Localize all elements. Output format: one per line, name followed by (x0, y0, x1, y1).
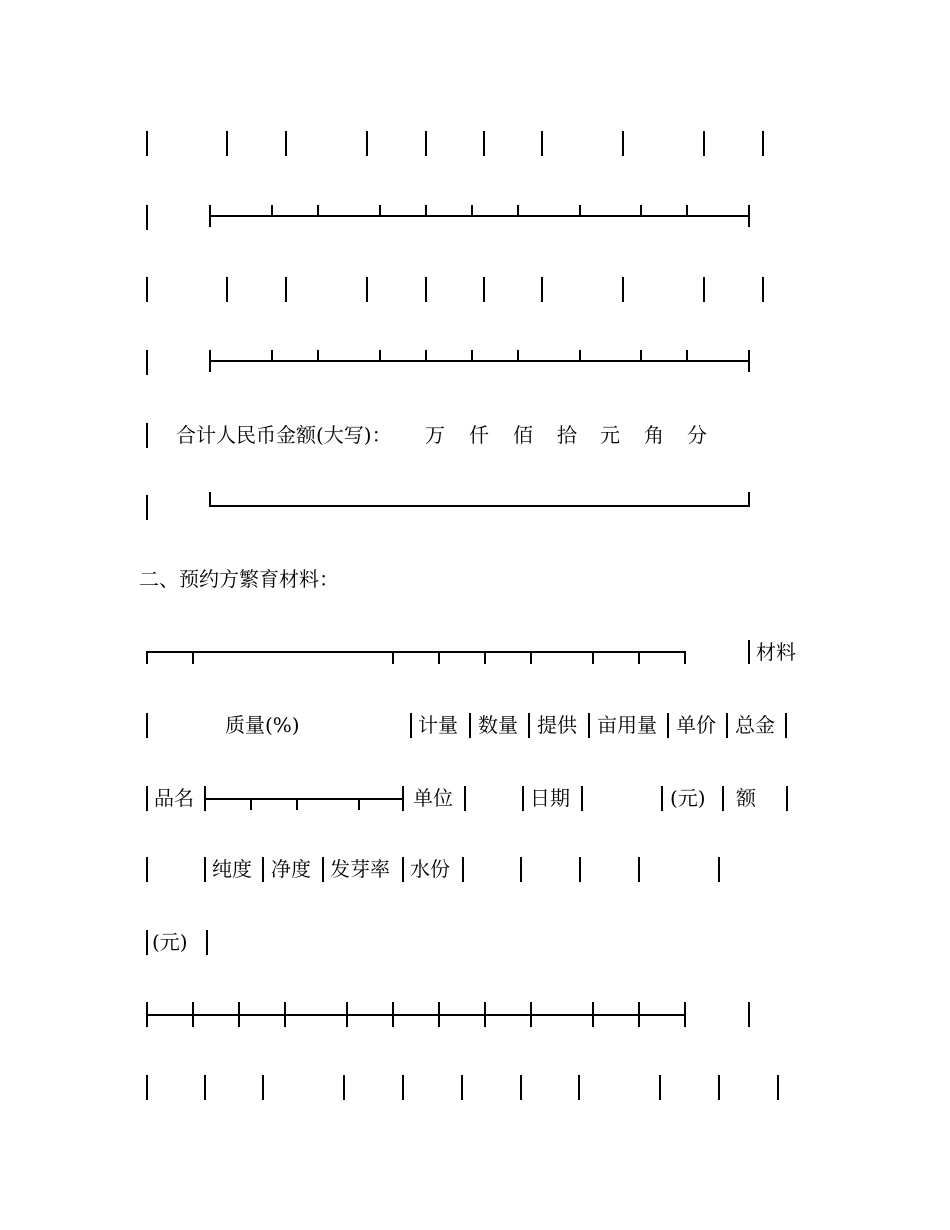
table-horizontal-rule (209, 360, 749, 362)
table-vertical-rule (517, 350, 519, 361)
table-vertical-rule (661, 786, 663, 811)
table-vertical-rule (541, 131, 543, 156)
table-vertical-rule (579, 857, 581, 882)
table-vertical-rule (285, 131, 287, 156)
table-vertical-rule (777, 1075, 779, 1100)
table-horizontal-rule (146, 1014, 685, 1016)
table-vertical-rule (483, 131, 485, 156)
supply-date-header-line-2: 日期 (530, 786, 570, 810)
table-vertical-rule (206, 930, 208, 955)
total-yuan-label: (元) (152, 930, 188, 954)
table-vertical-rule (146, 786, 148, 811)
table-vertical-rule (640, 350, 642, 361)
table-vertical-rule (238, 1002, 240, 1027)
unit-bai: 佰 (513, 423, 533, 447)
table-vertical-rule (462, 857, 464, 882)
table-vertical-rule (146, 1075, 148, 1100)
per-mu-header: 亩用量 (597, 713, 657, 737)
table-vertical-rule (684, 1002, 686, 1027)
table-vertical-rule (317, 350, 319, 361)
purity-header: 纯度 (212, 857, 252, 881)
table-horizontal-rule (146, 651, 685, 653)
table-vertical-rule (250, 798, 252, 810)
table-vertical-rule (622, 277, 624, 302)
table-vertical-rule (402, 857, 404, 882)
table-vertical-rule (748, 205, 750, 227)
table-vertical-rule (204, 857, 206, 882)
total-amount-label: 合计人民币金额(大写)： (176, 423, 392, 447)
table-vertical-rule (748, 350, 750, 372)
table-vertical-rule (522, 786, 524, 811)
table-vertical-rule (262, 857, 264, 882)
table-vertical-rule (592, 651, 594, 664)
table-vertical-rule (686, 205, 688, 216)
table-vertical-rule (379, 205, 381, 216)
table-vertical-rule (146, 131, 148, 156)
total-header: 总金 (735, 713, 775, 737)
table-vertical-rule (146, 423, 148, 448)
total-header-line-2: 额 (736, 786, 756, 810)
table-vertical-rule (592, 1002, 594, 1027)
table-vertical-rule (392, 651, 394, 664)
table-vertical-rule (146, 857, 148, 882)
table-vertical-rule (530, 651, 532, 664)
table-vertical-rule (271, 350, 273, 361)
unit-jiao: 角 (644, 423, 664, 447)
unit-yuan: 元 (600, 423, 620, 447)
table-vertical-rule (284, 1002, 286, 1027)
table-vertical-rule (684, 651, 686, 664)
unit-qian: 仟 (469, 423, 489, 447)
germination-rate-header: 发芽率 (330, 857, 390, 881)
table-vertical-rule (461, 1075, 463, 1100)
table-vertical-rule (638, 1002, 640, 1027)
unit-fen: 分 (687, 423, 707, 447)
table-vertical-rule (786, 786, 788, 811)
table-vertical-rule (226, 131, 228, 156)
table-vertical-rule (622, 131, 624, 156)
table-vertical-rule (402, 786, 404, 811)
table-vertical-rule (322, 857, 324, 882)
table-vertical-rule (410, 713, 412, 738)
table-vertical-rule (471, 350, 473, 361)
table-horizontal-rule (204, 798, 403, 800)
table-vertical-rule (438, 1002, 440, 1027)
table-vertical-rule (484, 651, 486, 664)
table-vertical-rule (438, 651, 440, 664)
table-vertical-rule (520, 1075, 522, 1100)
table-vertical-rule (379, 350, 381, 361)
table-vertical-rule (146, 495, 148, 520)
table-vertical-rule (517, 205, 519, 216)
table-vertical-rule (667, 713, 669, 738)
table-vertical-rule (520, 857, 522, 882)
quantity-header: 数量 (478, 713, 518, 737)
table-vertical-rule (317, 205, 319, 216)
unit-price-yuan-label: (元) (670, 786, 706, 810)
table-vertical-rule (146, 713, 148, 738)
table-vertical-rule (146, 277, 148, 302)
table-vertical-rule (718, 857, 720, 882)
table-vertical-rule (425, 277, 427, 302)
measure-unit-header-line-2: 单位 (413, 786, 453, 810)
table-vertical-rule (346, 1002, 348, 1027)
section-two-heading: 二、预约方繁育材料： (139, 567, 339, 591)
cleanliness-header: 净度 (271, 857, 311, 881)
table-vertical-rule (686, 350, 688, 361)
table-vertical-rule (464, 786, 466, 811)
materials-header: 材料 (756, 640, 796, 664)
table-vertical-rule (192, 1002, 194, 1027)
unit-shi: 拾 (557, 423, 577, 447)
table-vertical-rule (484, 1002, 486, 1027)
table-vertical-rule (718, 1075, 720, 1100)
table-horizontal-rule (209, 215, 749, 217)
table-vertical-rule (366, 131, 368, 156)
table-vertical-rule (226, 277, 228, 302)
table-vertical-rule (425, 131, 427, 156)
table-vertical-rule (285, 277, 287, 302)
unit-price-header: 单价 (676, 713, 716, 737)
table-vertical-rule (366, 277, 368, 302)
table-vertical-rule (146, 651, 148, 664)
table-vertical-rule (146, 930, 148, 955)
table-vertical-rule (204, 1075, 206, 1100)
quality-header: 质量(%) (225, 713, 300, 737)
table-vertical-rule (146, 205, 148, 230)
moisture-header: 水份 (410, 857, 450, 881)
table-horizontal-rule (209, 505, 749, 507)
table-vertical-rule (638, 857, 640, 882)
measure-unit-header: 计量 (418, 713, 458, 737)
table-vertical-rule (703, 131, 705, 156)
table-vertical-rule (578, 1075, 580, 1100)
table-vertical-rule (748, 492, 750, 507)
table-vertical-rule (528, 713, 530, 738)
table-vertical-rule (588, 713, 590, 738)
table-vertical-rule (425, 350, 427, 361)
table-vertical-rule (483, 277, 485, 302)
table-vertical-rule (402, 1075, 404, 1100)
supply-date-header: 提供 (537, 713, 577, 737)
unit-wan: 万 (425, 423, 445, 447)
table-vertical-rule (425, 205, 427, 216)
table-vertical-rule (469, 713, 471, 738)
table-vertical-rule (192, 651, 194, 664)
table-vertical-rule (748, 1002, 750, 1027)
table-vertical-rule (271, 205, 273, 216)
table-vertical-rule (358, 798, 360, 810)
table-vertical-rule (530, 1002, 532, 1027)
table-vertical-rule (762, 131, 764, 156)
table-vertical-rule (726, 713, 728, 738)
table-vertical-rule (146, 350, 148, 375)
table-vertical-rule (581, 786, 583, 811)
table-vertical-rule (343, 1075, 345, 1100)
table-vertical-rule (471, 205, 473, 216)
name-header: 品名 (154, 786, 194, 810)
table-vertical-rule (579, 350, 581, 361)
table-vertical-rule (703, 277, 705, 302)
table-vertical-rule (659, 1075, 661, 1100)
table-vertical-rule (262, 1075, 264, 1100)
table-vertical-rule (785, 713, 787, 738)
table-vertical-rule (296, 798, 298, 810)
table-vertical-rule (579, 205, 581, 216)
table-vertical-rule (748, 640, 750, 664)
table-vertical-rule (541, 277, 543, 302)
table-vertical-rule (722, 786, 724, 811)
table-vertical-rule (762, 277, 764, 302)
table-vertical-rule (392, 1002, 394, 1027)
table-vertical-rule (638, 651, 640, 664)
table-vertical-rule (640, 205, 642, 216)
